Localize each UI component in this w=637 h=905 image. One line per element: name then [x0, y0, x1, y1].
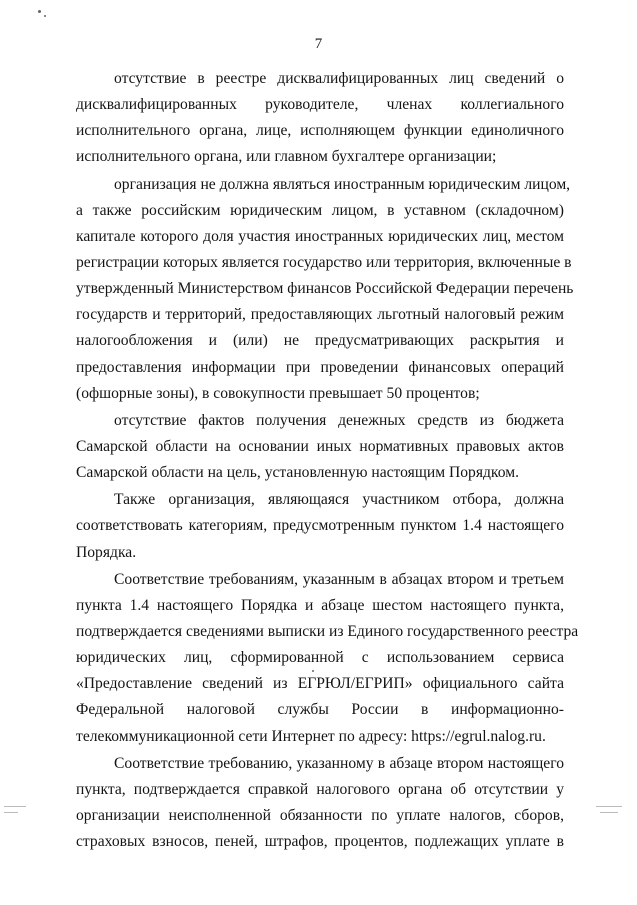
page-number: 7	[314, 36, 323, 52]
text-line: Федеральной налоговой службы России в информационно-	[76, 701, 564, 719]
text-line: утвержденный Министерством финансов Российской Федерации перечень	[76, 280, 574, 298]
scan-mark	[4, 812, 18, 813]
text-line: юридических лиц, сформированной с использованием сервиса	[76, 649, 564, 667]
text-line: отсутствие фактов получения денежных средств из бюджета	[114, 411, 564, 429]
text-line: а также российским юридическим лицом, в уставном (складочном)	[76, 201, 564, 219]
scan-speck	[44, 15, 46, 17]
text-line: Порядка.	[76, 543, 137, 561]
text-line: пункта 1.4 настоящего Порядка и абзаце шестом настоящего пункта,	[76, 596, 564, 614]
text-line: подтверждается сведениями выписки из Единого государственного реестра	[76, 622, 579, 640]
scan-mark	[600, 812, 618, 813]
text-line: пункта, подтверждается справкой налогового органа об отсутствии у	[76, 780, 564, 798]
text-line: (офшорные зоны), в совокупности превышает 50 процентов;	[76, 384, 480, 402]
scan-mark	[596, 806, 622, 807]
text-line: исполнительного органа, лице, исполняющем функции единоличного	[76, 122, 564, 140]
scan-speck	[38, 10, 41, 13]
text-line: дисквалифицированных руководителе, членах коллегиального	[76, 96, 564, 114]
text-line: Также организация, являющаяся участником отбора, должна	[114, 491, 564, 509]
scan-mark	[4, 806, 26, 807]
text-line: Самарской области на цель, установленную настоящим Порядком.	[76, 464, 519, 482]
text-line: страховых взносов, пеней, штрафов, процентов, подлежащих уплате в	[76, 833, 564, 851]
text-line: государств и территорий, предоставляющих льготный налоговый режим	[76, 306, 564, 324]
text-line: Самарской области на основании иных нормативных правовых актов	[76, 437, 564, 455]
text-line: Соответствие требованиям, указанным в абзацах втором и третьем	[114, 570, 564, 588]
text-line: исполнительного органа, или главном бухгалтере организации;	[76, 148, 497, 166]
text-line: соответствовать категориям, предусмотренным пунктом 1.4 настоящего	[76, 517, 564, 535]
text-line: телекоммуникационной сети Интернет по адресу: https://egrul.nalog.ru.	[76, 727, 546, 745]
text-line: организации неисполненной обязанности по уплате налогов, сборов,	[76, 806, 564, 824]
text-line: «Предоставление сведений из ЕГРЮЛ/ЕГРИП» официального сайта	[76, 675, 564, 693]
document-body	[76, 66, 579, 855]
text-line: налогообложения и (или) не предусматривающих раскрытия и	[76, 332, 564, 350]
text-line: капитале которого доля участия иностранных юридических лиц, местом	[76, 227, 564, 245]
text-line: регистрации которых является государство или территория, включенные в	[76, 253, 572, 271]
text-line: организация не должна являться иностранным юридическим лицом,	[114, 175, 571, 193]
text-line: предоставления информации при проведении финансовых операций	[76, 358, 564, 376]
text-line: отсутствие в реестре дисквалифицированных лиц сведений о	[114, 70, 564, 87]
text-line: Соответствие требованию, указанному в абзаце втором настоящего	[114, 754, 564, 772]
